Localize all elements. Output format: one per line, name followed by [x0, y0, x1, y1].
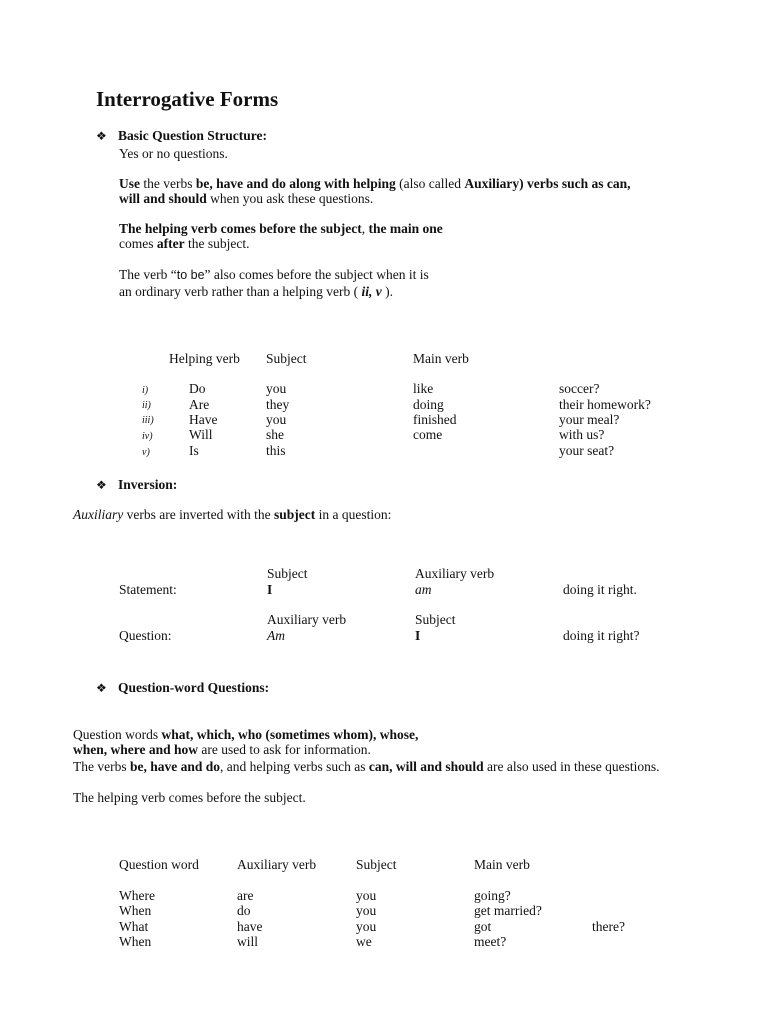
section-heading: Question-word Questions: — [118, 680, 270, 695]
paragraph-line: Question words what, which, who (sometimes whom), whose, — [73, 727, 419, 742]
paragraph-line: when, where and how are used to ask for information. — [73, 742, 371, 757]
table-header: Main verb — [474, 857, 530, 872]
paragraph-line: an ordinary verb rather than a helping verb ( ii, v ). — [119, 284, 394, 299]
table-header: Helping verb — [169, 351, 240, 366]
table-header: Subject — [356, 857, 397, 872]
paragraph-line: comes after the subject. — [119, 236, 250, 251]
diamond-bullet-icon: ❖ — [96, 478, 107, 492]
section-subtitle: Yes or no questions. — [119, 146, 228, 161]
paragraph-line: Use the verbs be, have and do along with helping (also called Auxiliary) verbs such as can, — [119, 176, 631, 191]
diamond-bullet-icon: ❖ — [96, 681, 107, 695]
paragraph-line: The verb “to be” also comes before the subject when it is — [119, 267, 429, 282]
table-header: Main verb — [413, 351, 469, 366]
section-heading: Basic Question Structure: — [118, 128, 267, 143]
paragraph-line: will and should when you ask these questions. — [119, 191, 374, 206]
paragraph-line: Auxiliary verbs are inverted with the subject in a question: — [73, 507, 392, 522]
diamond-bullet-icon: ❖ — [96, 129, 107, 143]
page-title: Interrogative Forms — [96, 87, 279, 111]
section-question-word-questions — [96, 680, 269, 696]
table-header: Auxiliary verb — [237, 857, 317, 872]
paragraph-line: The verbs be, have and do, and helping verbs such as can, will and should are also used in these questions. — [73, 759, 660, 774]
section-inversion — [96, 477, 177, 493]
paragraph-line: The helping verb comes before the subject, the main one — [119, 221, 443, 236]
paragraph-line: The helping verb comes before the subject. — [73, 790, 306, 805]
section-basic-question-structure — [96, 128, 267, 144]
section-heading: Inversion: — [118, 477, 178, 492]
table-header: Question word — [119, 857, 199, 872]
table-header: Subject — [266, 351, 307, 366]
